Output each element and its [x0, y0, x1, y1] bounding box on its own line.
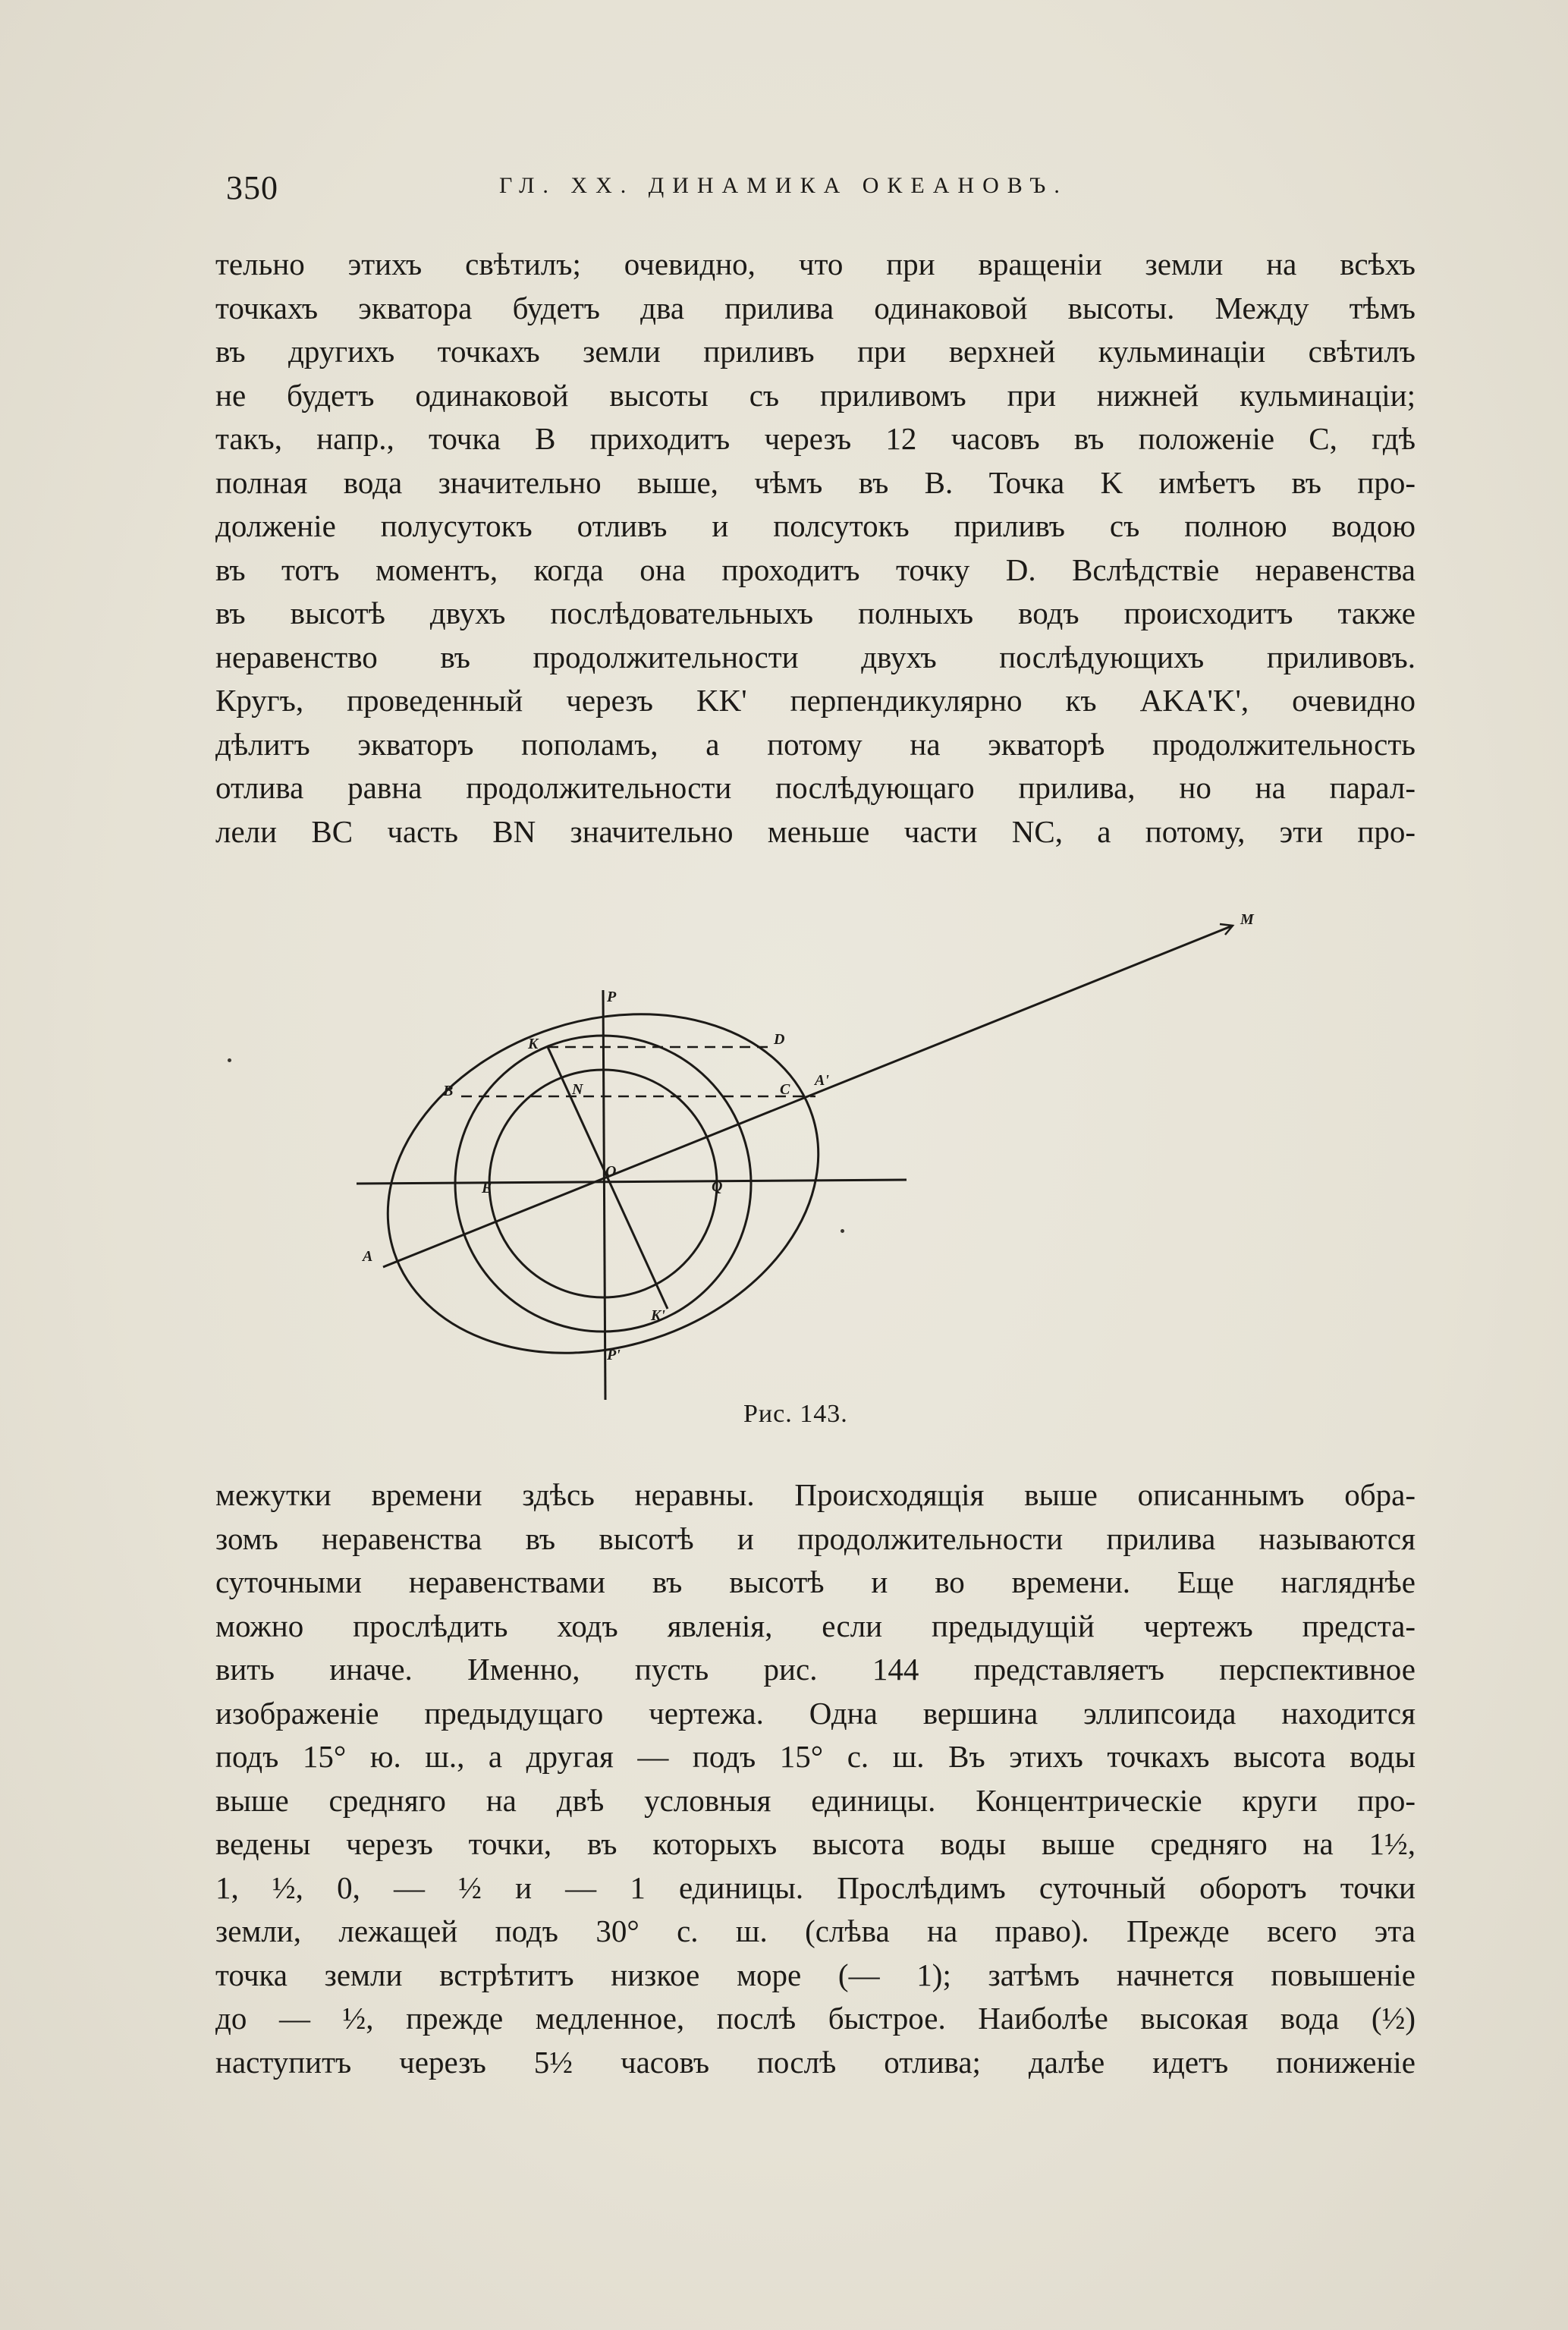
equator-line [357, 1180, 907, 1184]
figure-caption: Рис. 143. [743, 1400, 848, 1428]
text-line: вить иначе. Именно, пусть рис. 144 представляетъ перспективное [215, 1652, 1416, 1687]
text-line: выше средняго на двѣ условныя единицы. Концентрическіе круги про- [215, 1782, 1416, 1818]
text-line: полная вода значительно выше, чѣмъ въ B. Точка K имѣетъ въ про- [215, 464, 1416, 500]
text-line: неравенство въ продолжительности двухъ послѣдующихъ приливовъ. [215, 639, 1416, 674]
label-P: P [607, 989, 617, 1005]
label-N: N [572, 1081, 583, 1098]
label-E: E [482, 1180, 492, 1196]
label-K-prime: K' [651, 1307, 665, 1324]
label-C: C [780, 1081, 790, 1098]
text-line: можно прослѣдить ходъ явленія, если предыдущій чертежъ предста- [215, 1608, 1416, 1643]
label-D: D [774, 1031, 785, 1048]
label-O: O [605, 1163, 617, 1180]
text-line: такъ, напр., точка B приходитъ черезъ 12 часовъ въ положеніе C, гдѣ [215, 421, 1416, 456]
print-speck [228, 1058, 231, 1062]
polar-axis [603, 990, 605, 1400]
text-line: подъ 15° ю. ш., а другая — подъ 15° с. ш. Въ этихъ точкахъ высота воды [215, 1739, 1416, 1774]
label-B: B [443, 1083, 454, 1099]
label-A-prime: A' [815, 1072, 829, 1089]
figure-143 [349, 895, 1282, 1411]
text-line: изображеніе предыдущаго чертежа. Одна вершина эллипсоида находится [215, 1695, 1416, 1731]
text-line: Кругъ, проведенный черезъ KK' перпендикулярно къ AKA'K', очевидно [215, 683, 1416, 718]
text-line: въ высотѣ двухъ послѣдовательныхъ полныхъ водъ происходитъ также [215, 596, 1416, 630]
text-line: долженіе полусутокъ отливъ и полсутокъ приливъ съ полною водою [215, 508, 1416, 543]
label-Q: Q [712, 1178, 723, 1195]
label-A: A [363, 1248, 373, 1265]
paragraph-2 [215, 1473, 1416, 2084]
paragraph-1 [215, 243, 1416, 854]
line-AM [383, 926, 1233, 1267]
text-line: тельно этихъ свѣтилъ; очевидно, что при вращеніи земли на всѣхъ [215, 247, 1416, 281]
text-line: въ тотъ моментъ, когда она проходитъ точку D. Вслѣдствіе неравенства [215, 552, 1416, 587]
text-line: суточными неравенствами въ высотѣ и во времени. Еще нагляднѣе [215, 1564, 1416, 1599]
text-line: земли, лежащей подъ 30° с. ш. (слѣва на право). Прежде всего эта [215, 1913, 1416, 1948]
text-line: до — ½, прежде медленное, послѣ быстрое. Наиболѣе высокая вода (½) [215, 2001, 1416, 2036]
text-line: ведены черезъ точки, въ которыхъ высота воды выше средняго на 1½, [215, 1826, 1416, 1861]
print-speck [841, 1229, 844, 1233]
text-line: точкахъ экватора будетъ два прилива одинаковой высоты. Между тѣмъ [215, 290, 1416, 325]
text-line: зомъ неравенства въ высотѣ и продолжительности прилива называются [215, 1520, 1416, 1556]
running-head [226, 168, 1425, 206]
text-line: наступитъ черезъ 5½ часовъ послѣ отлива; далѣе идетъ пониженіе [215, 2044, 1416, 2080]
text-line: межутки времени здѣсь неравны. Происходящія выше описаннымъ обра- [215, 1477, 1416, 1512]
text-line: не будетъ одинаковой высоты съ приливомъ при нижней кульминаціи; [215, 377, 1416, 413]
text-line: 1, ½, 0, — ½ и — 1 единицы. Прослѣдимъ суточный оборотъ точки [215, 1869, 1416, 1905]
text-line: лели BC часть BN значительно меньше части NC, а потому, эти про- [215, 813, 1416, 849]
page-number: 350 [226, 169, 278, 206]
text-line: въ другихъ точкахъ земли приливъ при верхней кульминаціи свѣтилъ [215, 334, 1416, 369]
label-M: M [1240, 911, 1254, 928]
tidal-ellipsoid-diagram [349, 895, 1282, 1411]
chapter-title: ГЛ. XX. ДИНАМИКА ОКЕАНОВЪ. [499, 173, 1068, 198]
label-K: K [528, 1036, 539, 1052]
text-line: точка земли встрѣтитъ низкое море (— 1); затѣмъ начнется повышеніе [215, 1957, 1416, 1992]
text-line: отлива равна продолжительности послѣдующаго прилива, но на парал- [215, 770, 1416, 805]
label-P-prime: P' [607, 1347, 621, 1363]
text-line: дѣлитъ экваторъ пополамъ, а потому на экваторѣ продолжительность [215, 726, 1416, 762]
